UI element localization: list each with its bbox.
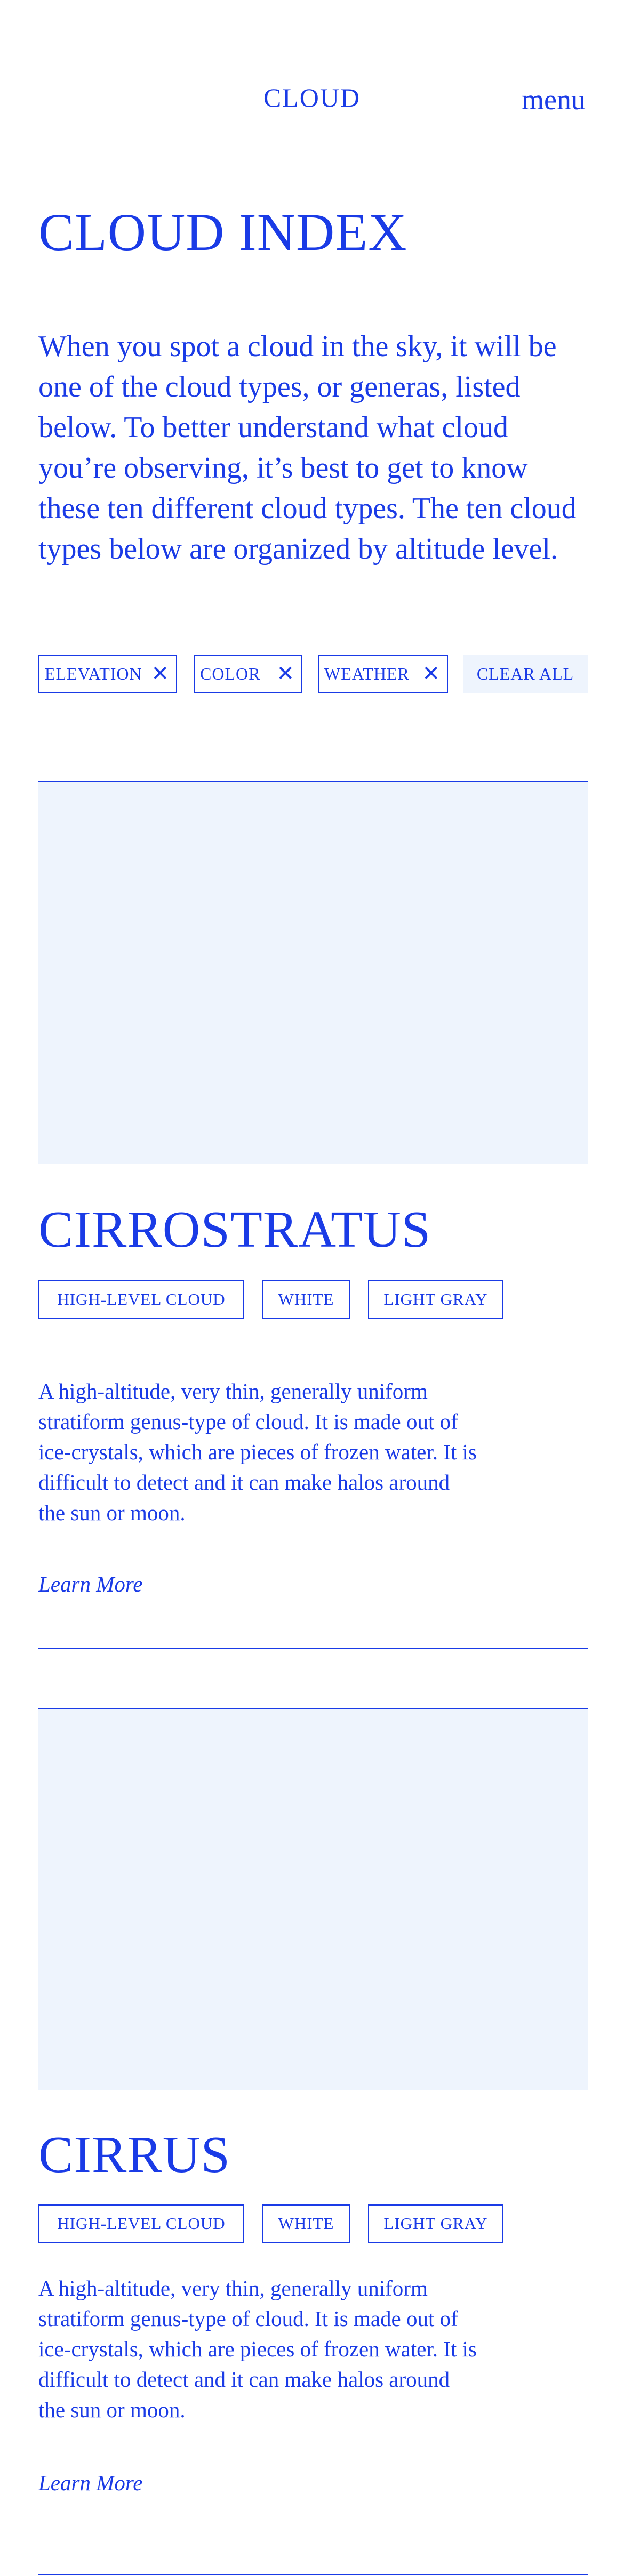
close-icon[interactable]: ✕ [151,661,170,686]
filter-chip-elevation[interactable] [38,655,177,693]
filter-chip-label: ELEVATION [45,664,142,683]
filter-bar [38,655,588,694]
cloud-description: A high-altitude, very thin, generally uniform stratiform genus-type of cloud. It is made out of ice-crystals, which are pieces of frozen water. It is difficult to detect and it can make halos around the sun or moon. [38,2276,477,2422]
filter-chip-label: WEATHER [324,664,410,683]
filter-chip-label: COLOR [200,664,261,683]
page-title: CLOUD INDEX [38,203,407,262]
close-icon[interactable]: ✕ [276,661,295,686]
intro-text: When you spot a cloud in the sky, it will be one of the cloud types, or generas, listed below. To better understand what cloud you’re observing, it’s best to get to know these ten different cloud types. The ten cloud types below are organized by altitude level. [38,330,577,566]
cloud-image[interactable] [38,1709,588,2090]
cloud-image[interactable] [38,782,588,1164]
filter-chip-color[interactable] [194,655,302,693]
divider [38,2574,588,2575]
site-header [0,0,624,116]
cloud-tag[interactable]: HIGH-LEVEL CLOUD [38,2204,244,2243]
cloud-tag[interactable]: WHITE [262,2204,350,2243]
cloud-title[interactable]: CIRROSTRATUS [38,1201,431,1258]
clear-all-button[interactable]: CLEAR ALL [463,655,588,693]
cloud-description: A high-altitude, very thin, generally uniform stratiform genus-type of cloud. It is made out of ice-crystals, which are pieces of frozen water. It is difficult to detect and it can make halos around the sun or moon. [38,1379,477,1525]
filter-chip-weather[interactable] [318,655,448,693]
cloud-tag[interactable]: WHITE [262,1280,350,1319]
menu-button[interactable]: menu [522,84,586,116]
learn-more-link[interactable]: Learn More [38,1572,143,1596]
site-logo[interactable]: CLOUD [263,83,361,112]
cloud-title[interactable]: CIRRUS [38,2126,231,2184]
close-icon[interactable]: ✕ [422,661,441,686]
cloud-tag[interactable]: LIGHT GRAY [368,2204,503,2243]
cloud-tag[interactable]: LIGHT GRAY [368,1280,503,1319]
cloud-tag[interactable]: HIGH-LEVEL CLOUD [38,1280,244,1319]
learn-more-link[interactable]: Learn More [38,2470,143,2495]
divider [38,1648,588,1649]
